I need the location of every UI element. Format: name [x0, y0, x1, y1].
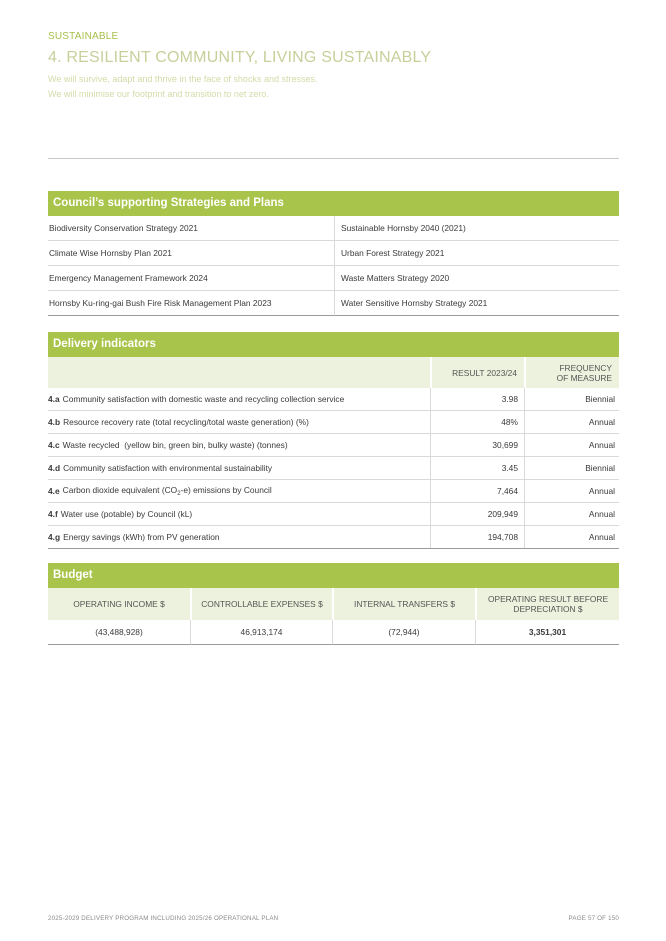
operating-result-value: 3,351,301	[475, 620, 619, 645]
controllable-expenses-header: CONTROLLABLE EXPENSES $	[190, 588, 332, 620]
indicator-label	[48, 457, 430, 479]
strategy-item: Biodiversity Conservation Strategy 2021	[48, 216, 334, 241]
indicator-result: 48%	[430, 411, 524, 433]
footer-document-title: 2025-2029 DELIVERY PROGRAM INCLUDING 2025/26 OPERATIONAL PLAN	[48, 915, 279, 922]
indicator-text: Waste recycled (yellow bin, green bin, bulky waste) (tonnes)	[62, 440, 288, 450]
frequency-header-text: FREQUENCY OF MEASURE	[556, 362, 612, 383]
operating-result-header: OPERATING RESULT BEFORE DEPRECIATION $	[475, 588, 619, 620]
strategies-title: Council’s supporting Strategies and Plans	[48, 191, 619, 216]
table-row	[48, 480, 619, 503]
indicator-code: 4.g	[48, 532, 61, 542]
operating-income-value: (43,488,928)	[48, 620, 190, 645]
strategy-item: Climate Wise Hornsby Plan 2021	[48, 241, 334, 266]
frequency-column-header	[524, 357, 619, 388]
delivery-indicators-table	[48, 332, 619, 549]
indicator-code: 4.e	[48, 486, 60, 496]
table-row	[48, 526, 619, 549]
subtitle-line-2: We will minimise our footprint and transition to net zero.	[48, 89, 269, 99]
operating-income-header: OPERATING INCOME $	[48, 588, 190, 620]
footer-page-number: PAGE 57 OF 150	[568, 915, 619, 922]
indicator-code: 4.d	[48, 463, 61, 473]
indicator-frequency: Biennial	[524, 457, 619, 479]
budget-table	[48, 563, 619, 645]
header-divider	[48, 158, 619, 159]
indicator-code: 4.a	[48, 394, 60, 404]
internal-transfers-header: INTERNAL TRANSFERS $	[332, 588, 475, 620]
indicator-label	[48, 434, 430, 456]
table-row	[48, 457, 619, 480]
strategies-table	[48, 191, 619, 316]
indicator-text	[63, 485, 272, 497]
result-column-header: RESULT 2023/24	[430, 357, 524, 388]
strategy-item: Water Sensitive Hornsby Strategy 2021	[334, 291, 619, 316]
indicator-result: 30,699	[430, 434, 524, 456]
indicator-text-part: -e) emissions by Council	[180, 485, 272, 495]
table-row	[48, 503, 619, 526]
strategy-item: Urban Forest Strategy 2021	[334, 241, 619, 266]
indicator-label	[48, 526, 430, 548]
indicator-code: 4.b	[48, 417, 61, 427]
indicator-result: 194,708	[430, 526, 524, 548]
indicator-result: 3.98	[430, 388, 524, 410]
internal-transfers-value: (72,944)	[332, 620, 475, 645]
indicator-result: 3.45	[430, 457, 524, 479]
indicator-label	[48, 411, 430, 433]
indicator-text: Energy savings (kWh) from PV generation	[63, 532, 220, 542]
indicator-code: 4.c	[48, 440, 60, 450]
strategy-item: Waste Matters Strategy 2020	[334, 266, 619, 291]
indicators-header-row	[48, 357, 619, 388]
indicator-frequency: Biennial	[524, 388, 619, 410]
indicator-label	[48, 503, 430, 525]
page-header	[48, 31, 628, 102]
page-title: 4. RESILIENT COMMUNITY, LIVING SUSTAINABLY	[48, 49, 432, 66]
indicator-frequency: Annual	[524, 411, 619, 433]
indicator-result: 7,464	[430, 480, 524, 502]
budget-title: Budget	[48, 563, 619, 588]
table-row	[48, 411, 619, 434]
controllable-expenses-value: 46,913,174	[190, 620, 332, 645]
subtitle-line-1: We will survive, adapt and thrive in the face of shocks and stresses.	[48, 74, 318, 84]
indicators-title: Delivery indicators	[48, 332, 619, 357]
co2-subscript: 2	[177, 491, 181, 497]
indicator-frequency: Annual	[524, 503, 619, 525]
indicator-text: Community satisfaction with environmental sustainability	[63, 463, 273, 473]
indicator-text-part: Carbon dioxide equivalent (CO	[62, 485, 178, 495]
table-row	[48, 434, 619, 457]
strategy-item: Hornsby Ku-ring-gai Bush Fire Risk Management Plan 2023	[48, 291, 334, 316]
indicator-frequency: Annual	[524, 480, 619, 502]
indicator-label	[48, 480, 430, 502]
indicator-code: 4.f	[48, 509, 58, 519]
table-row	[48, 388, 619, 411]
indicator-label	[48, 388, 430, 410]
indicator-text: Resource recovery rate (total recycling/total waste generation) (%)	[63, 417, 309, 427]
indicator-result: 209,949	[430, 503, 524, 525]
indicator-text: Water use (potable) by Council (kL)	[60, 509, 193, 519]
indicator-frequency: Annual	[524, 526, 619, 548]
indicator-frequency: Annual	[524, 434, 619, 456]
section-eyebrow: SUSTAINABLE	[48, 31, 119, 42]
strategy-item: Sustainable Hornsby 2040 (2021)	[334, 216, 619, 241]
strategy-item: Emergency Management Framework 2024	[48, 266, 334, 291]
indicator-text: Community satisfaction with domestic waste and recycling collection service	[62, 394, 345, 404]
header-blank-cell	[48, 357, 430, 388]
